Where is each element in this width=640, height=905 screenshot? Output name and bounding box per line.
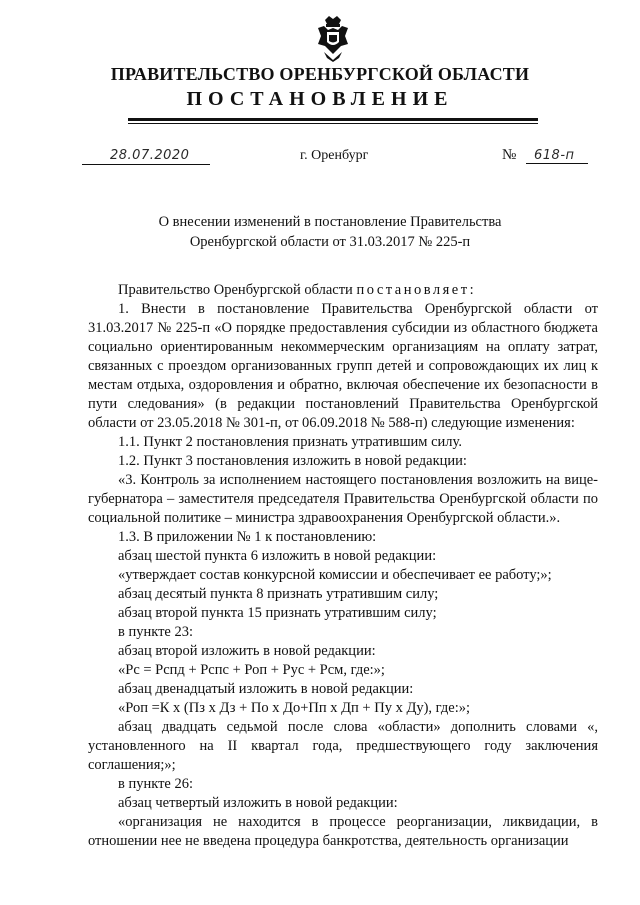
intro-decree-word: постановляет xyxy=(356,282,470,298)
paragraph: «Рс = Рспд + Рспс + Роп + Рус + Рсм, где:»; xyxy=(118,662,385,678)
header-rule-thin xyxy=(128,123,538,124)
number-sign: № xyxy=(502,147,517,163)
document-city: г. Оренбург xyxy=(300,148,369,163)
paragraph: абзац шестой пункта 6 изложить в новой редакции: xyxy=(118,548,437,564)
paragraph: абзац второй пункта 15 признать утратившим силу; xyxy=(118,605,437,621)
intro-colon: : xyxy=(469,282,474,298)
paragraph: «организация не находится в процессе реорганизации, ликвидации, в отношении нее не введена процедура банкротства, деятельность организации xyxy=(88,814,598,849)
organization-title: ПРАВИТЕЛЬСТВО ОРЕНБУРГСКОЙ ОБЛАСТИ xyxy=(110,64,530,84)
paragraph: «утверждает состав конкурсной комиссии и обеспечивает ее работу;»; xyxy=(118,567,552,583)
document-subject xyxy=(120,212,540,252)
header-rule-thick xyxy=(128,118,538,121)
paragraph: в пункте 23: xyxy=(118,624,194,640)
document-type-title: ПОСТАНОВЛЕНИЕ xyxy=(186,88,454,110)
date-value: 28.07.2020 xyxy=(110,148,190,163)
intro-paragraph xyxy=(88,281,598,300)
paragraph: абзац двадцать седьмой после слова «области» дополнить словами «, установленного на II квартал года, предшествующего году заключения соглашения;»; xyxy=(88,719,598,773)
paragraph: абзац четвертый изложить в новой редакции: xyxy=(118,795,398,811)
number-underline xyxy=(526,163,588,164)
paragraph: абзац десятый пункта 8 признать утратившим силу; xyxy=(118,586,439,602)
document-date xyxy=(82,148,212,168)
paragraph: 1.2. Пункт 3 постановления изложить в новой редакции: xyxy=(118,453,467,469)
paragraph: абзац второй изложить в новой редакции: xyxy=(118,643,376,659)
paragraph: в пункте 26: xyxy=(118,776,194,792)
paragraph: 1.1. Пункт 2 постановления признать утратившим силу. xyxy=(118,434,462,450)
document-number xyxy=(502,147,592,167)
date-underline xyxy=(82,164,210,165)
number-value: 618-п xyxy=(534,148,575,163)
subject-line: О внесении изменений в постановление Правительства xyxy=(158,214,502,230)
intro-text: Правительство Оренбургской области xyxy=(118,282,357,298)
paragraph: 1.3. В приложении № 1 к постановлению: xyxy=(118,529,377,545)
coat-of-arms-icon xyxy=(314,14,352,64)
paragraph: «Роп =К х (Пз х Дз + По х До+Пп х Дп + Пу х Ду), где:»; xyxy=(118,700,471,716)
subject-line: Оренбургской области от 31.03.2017 № 225-п xyxy=(189,234,471,250)
document-body xyxy=(88,281,598,851)
paragraph: 1. Внести в постановление Правительства Оренбургской области от 31.03.2017 № 225-п «О порядке предоставления субсидии из областного бюджета социально ориентированным некоммерческим организациям на оплату затрат, связанных с проездом организованных групп детей и сопровождающих их лиц к местам отдыха, оздоровления и обратно, включая обеспечение их безопасности в пути следования» (в редакции постановлений Правительства Оренбургской области от 23.05.2018 № 301-п, от 06.09.2018 № 588-п) следующие изменения: xyxy=(88,301,598,431)
paragraph: «3. Контроль за исполнением настоящего постановления возложить на вице-губернатора – заместителя председателя Правительства Оренбургской области по социальной политике – министра здравоохранения Оренбургской области.». xyxy=(88,472,598,526)
paragraph: абзац двенадцатый изложить в новой редакции: xyxy=(118,681,414,697)
